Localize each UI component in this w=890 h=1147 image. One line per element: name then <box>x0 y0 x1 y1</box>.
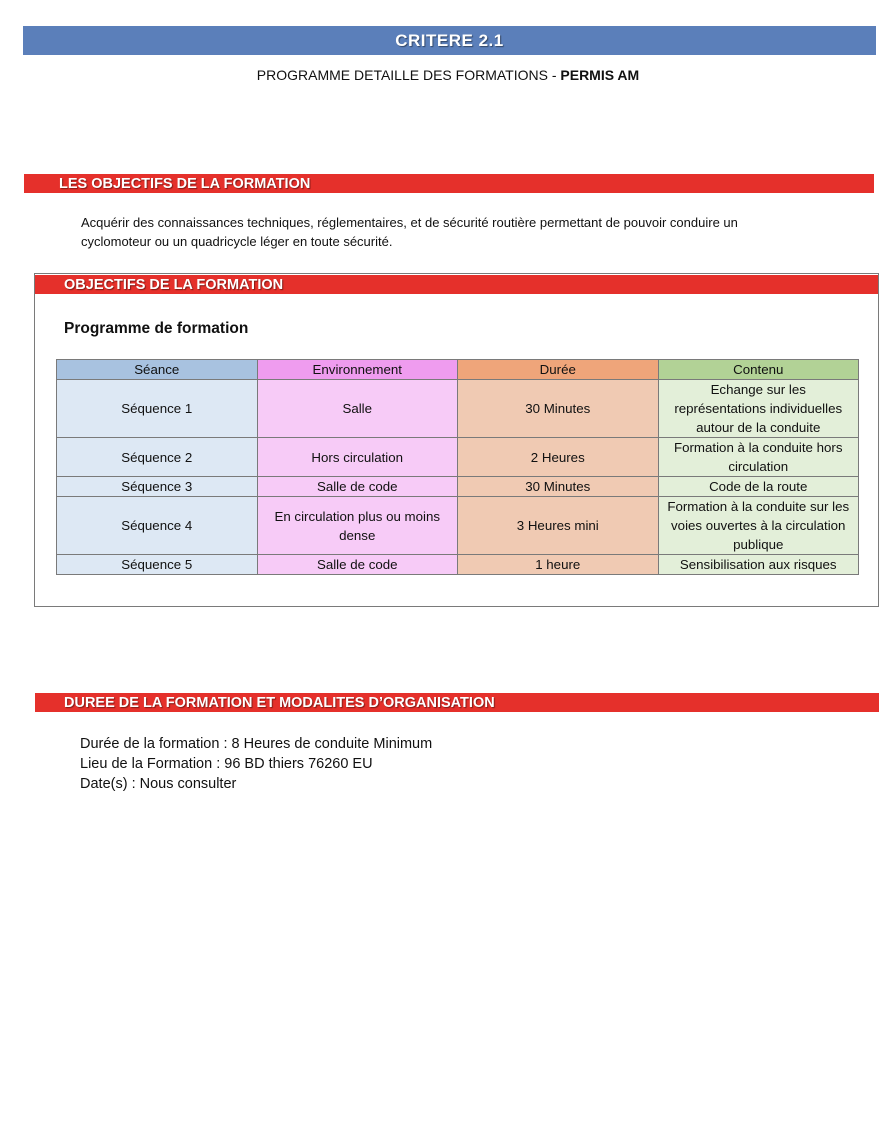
objectives-paragraph-line-1: Acquérir des connaissances techniques, réglementaires, et de sécurité routière permettant de pouvoir conduire un <box>81 215 738 230</box>
cell-contenu: Echange sur les représentations individuelles autour de la conduite <box>658 380 859 438</box>
cell-environnement: En circulation plus ou moins dense <box>257 497 458 555</box>
cell-environnement: Hors circulation <box>257 438 458 477</box>
table-header-row <box>57 360 859 380</box>
table-row <box>57 380 859 438</box>
cell-environnement: Salle de code <box>257 477 458 497</box>
column-header-environnement: Environnement <box>257 360 458 380</box>
cell-duree: 1 heure <box>458 555 659 575</box>
duration-section-title: DUREE DE LA FORMATION ET MODALITES D’ORGANISATION <box>64 694 495 711</box>
banner-title: CRITERE 2.1 <box>395 30 504 50</box>
cell-contenu: Sensibilisation aux risques <box>658 555 859 575</box>
column-header-seance: Séance <box>57 360 258 380</box>
cell-duree: 30 Minutes <box>458 477 659 497</box>
program-table <box>56 359 859 575</box>
table-row <box>57 477 859 497</box>
objectives-paragraph-line-2: cyclomoteur ou un quadricycle léger en toute sécurité. <box>81 234 393 249</box>
duration-details <box>80 734 432 794</box>
cell-contenu: Formation à la conduite hors circulation <box>658 438 859 477</box>
duration-line: Durée de la formation : 8 Heures de conduite Minimum <box>80 736 433 752</box>
subtitle-permit: PERMIS AM <box>560 67 640 83</box>
cell-seance: Séquence 3 <box>57 477 258 497</box>
cell-contenu: Formation à la conduite sur les voies ouvertes à la circulation publique <box>658 497 859 555</box>
duration-section-header <box>35 693 879 712</box>
objectives-section-title: LES OBJECTIFS DE LA FORMATION <box>59 175 311 192</box>
cell-environnement: Salle <box>257 380 458 438</box>
cell-seance: Séquence 5 <box>57 555 258 575</box>
objectives-paragraph <box>81 213 738 251</box>
cell-duree: 2 Heures <box>458 438 659 477</box>
column-header-contenu: Contenu <box>658 360 859 380</box>
table-row <box>57 497 859 555</box>
cell-contenu: Code de la route <box>658 477 859 497</box>
cell-seance: Séquence 2 <box>57 438 258 477</box>
column-header-duree: Durée <box>458 360 659 380</box>
table-row <box>57 438 859 477</box>
location-line: Lieu de la Formation : 96 BD thiers 76260 EU <box>80 756 373 772</box>
cell-duree: 30 Minutes <box>458 380 659 438</box>
cell-duree: 3 Heures mini <box>458 497 659 555</box>
cell-seance: Séquence 4 <box>57 497 258 555</box>
criteria-banner <box>23 26 876 55</box>
objectives-section-header <box>24 174 874 193</box>
cell-seance: Séquence 1 <box>57 380 258 438</box>
table-row <box>57 555 859 575</box>
program-title: Programme de formation <box>64 320 249 337</box>
program-section-header <box>35 275 878 294</box>
cell-environnement: Salle de code <box>257 555 458 575</box>
program-section-title: OBJECTIFS DE LA FORMATION <box>64 276 284 293</box>
dates-line: Date(s) : Nous consulter <box>80 776 237 792</box>
document-subtitle <box>0 67 890 83</box>
subtitle-prefix: PROGRAMME DETAILLE DES FORMATIONS - <box>256 67 561 83</box>
